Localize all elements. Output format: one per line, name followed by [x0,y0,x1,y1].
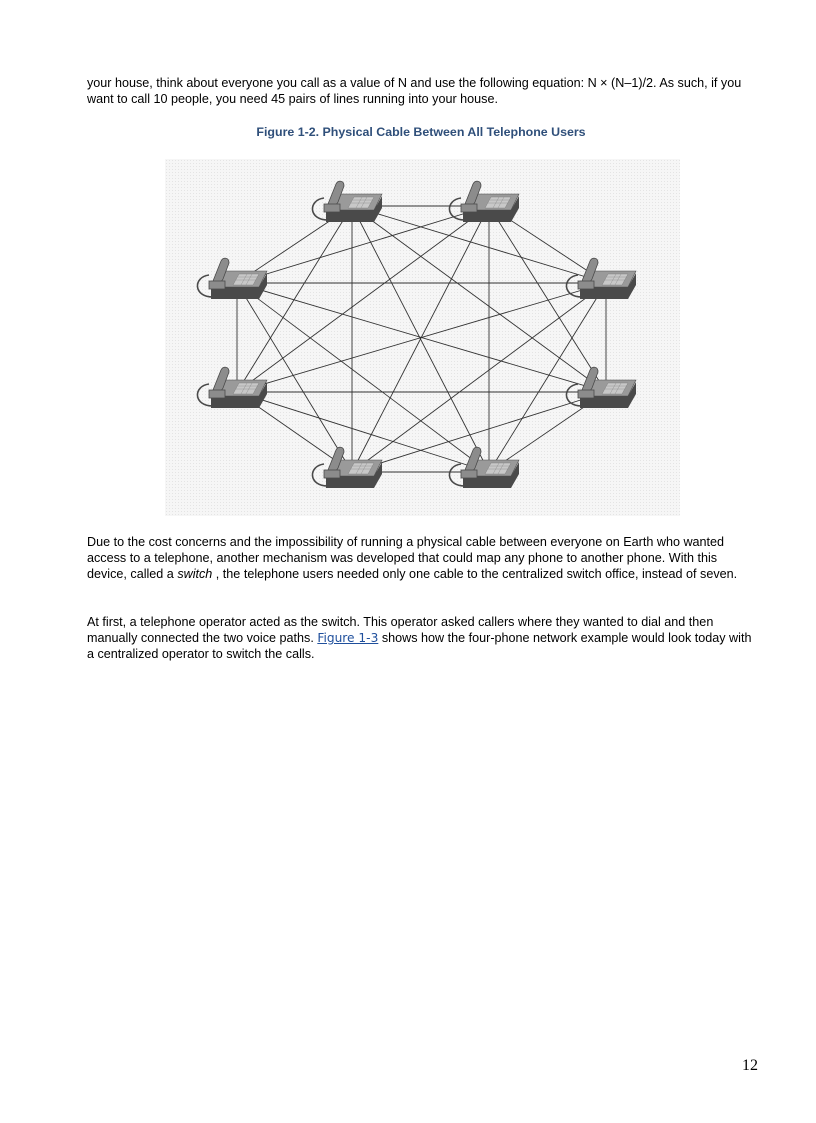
cable-line-5 [352,206,606,392]
operator-paragraph-text-1: At first, a telephone operator acted as the switch. This operator asked callers where they wanted to dial and then manually connected the two voice paths. [87,615,714,645]
figure-1-3-link[interactable]: Figure 1-3 [317,630,379,645]
cable-line-17 [237,283,352,472]
switch-term: switch [177,566,213,581]
telephone-icon [312,447,382,488]
cable-line-10 [237,206,489,392]
telephone-icon [312,181,382,222]
cable-line-18 [237,283,489,472]
figure-caption: Figure 1-2. Physical Cable Between All Telephone Users [256,125,586,139]
cable-lines [237,206,606,472]
telephone-icon [449,447,519,488]
intro-paragraph: your house, think about everyone you call as a value of N and use the following equation: N × (N–1)/2. As such, if you want to call 10 people, you need 45 pairs of lines running into your house. [87,76,742,106]
switch-paragraph [87,535,755,582]
telephone-icon [566,367,636,408]
telephone-mesh-diagram [165,159,680,516]
operator-paragraph [87,615,755,662]
cable-line-21 [352,283,606,472]
full-mesh-telephone-figure [165,159,680,516]
telephone-icon [197,367,267,408]
telephone-icon [197,258,267,299]
telephone-icon [449,181,519,222]
page-number: 12 [742,1057,758,1074]
switch-paragraph-text-1: Due to the cost concerns and the impossibility of running a physical cable between everyone on Earth who wanted access to a telephone, another mechanism was developed that could map any phone to another phone. With this device, called a [87,535,725,581]
switch-paragraph-text-2: , the telephone users needed only one cable to the centralized switch office, instead of seven. [212,566,738,581]
operator-paragraph-text-2: shows how the four-phone network example would look today with a centralized operator to switch the calls. [87,630,752,661]
